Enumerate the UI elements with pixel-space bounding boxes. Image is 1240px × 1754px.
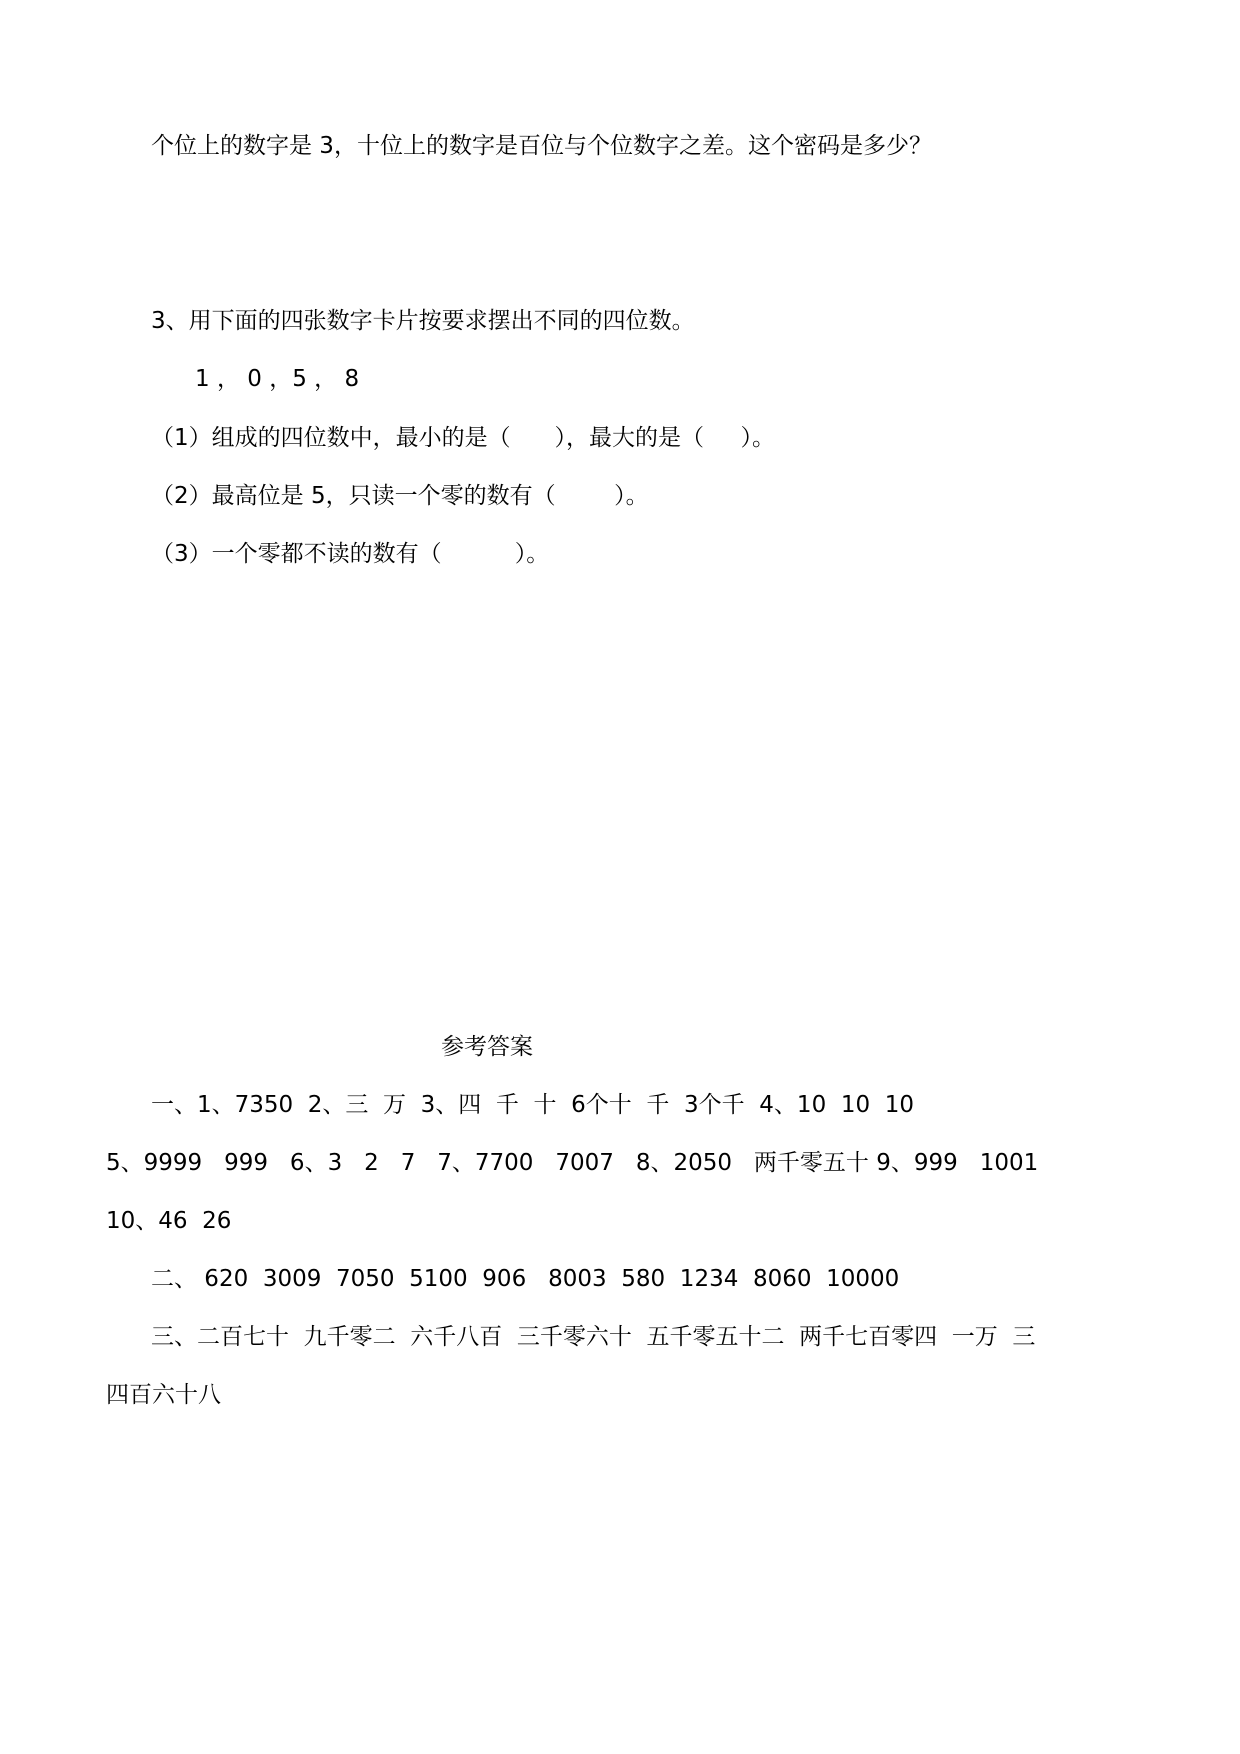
answer-line-1: 一、1、7350 2、三 万 3、四 千 十 6个十 千 3个千 4、10 10 10	[151, 1092, 914, 1118]
question-3-title: 3、用下面的四张数字卡片按要求摆出不同的四位数。	[151, 308, 695, 334]
answers-title: 参考答案	[441, 1034, 533, 1060]
answer-line-2: 5、9999 999 6、3 2 7 7、7700 7007 8、2050 两千零五十 9、999 1001	[106, 1150, 1039, 1176]
question-3-part-3: （3）一个零都不读的数有（ ）。	[151, 541, 550, 567]
question-continuation: 个位上的数字是 3，十位上的数字是百位与个位数字之差。这个密码是多少？	[151, 133, 932, 159]
answer-line-4: 二、 620 3009 7050 5100 906 8003 580 1234 8060 10000	[151, 1266, 900, 1292]
number-cards: 1 ， 0 ，5 ， 8	[195, 366, 360, 392]
answer-line-5: 三、二百七十 九千零二 六千八百 三千零六十 五千零五十二 两千七百零四 一万 三	[151, 1324, 1036, 1350]
question-3-part-1: （1）组成的四位数中，最小的是（ ），最大的是（ ）。	[151, 425, 776, 451]
answer-line-3: 10、46 26	[106, 1208, 232, 1234]
question-3-part-2: （2）最高位是 5，只读一个零的数有（ ）。	[151, 483, 649, 509]
answer-line-6: 四百六十八	[106, 1382, 221, 1408]
